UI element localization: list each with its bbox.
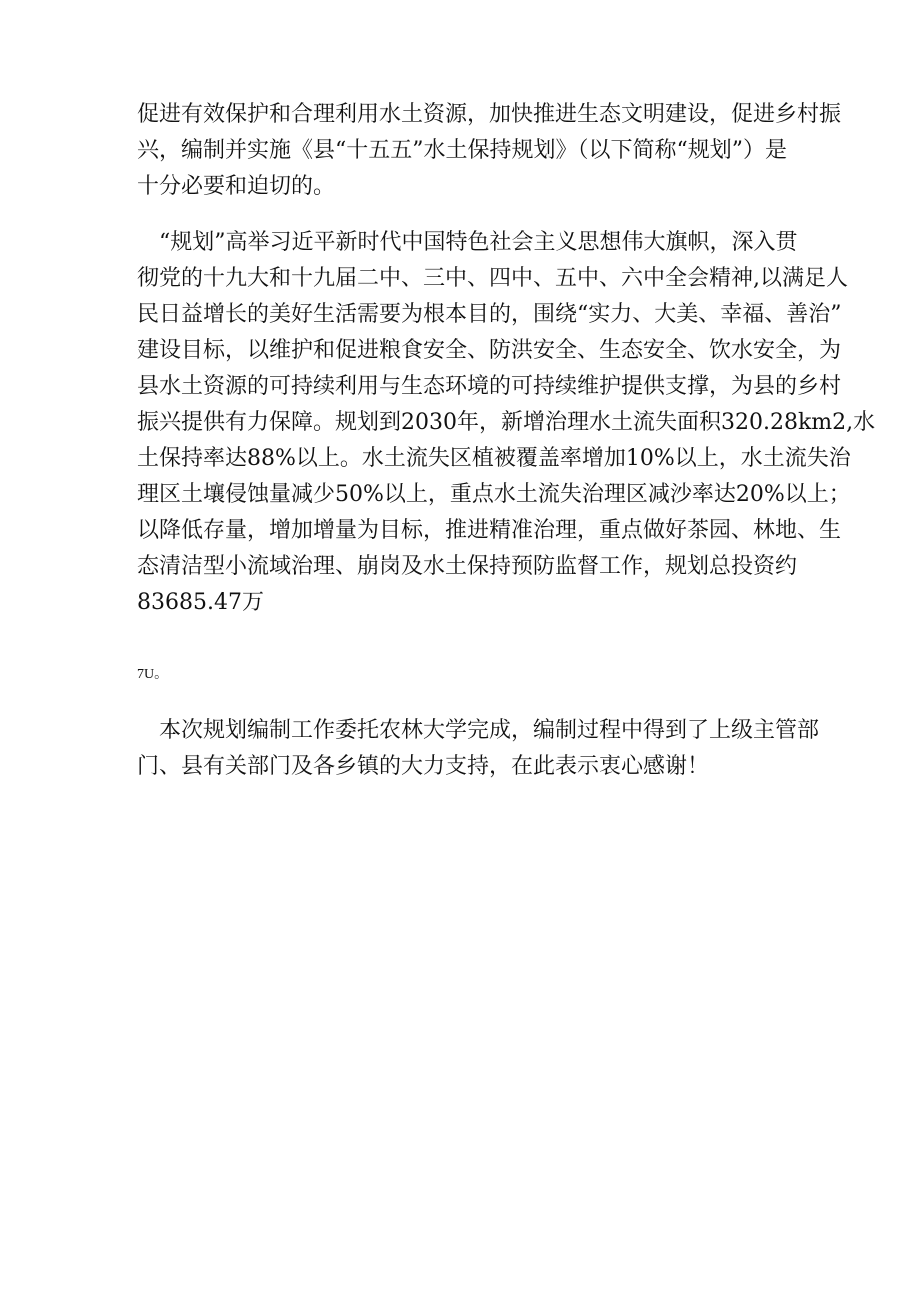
text-line: 民日益增长的美好生活需要为根本目的，围绕“实力、大美、幸福、善治” (137, 302, 842, 327)
text-line: 彻党的十九大和十九届二中、三中、四中、五中、六中全会精神,以满足人 (137, 266, 848, 291)
paragraph-1 (137, 97, 842, 205)
text-line: 县水土资源的可持续利用与生态环境的可持续维护提供支撑，为县的乡村 (137, 374, 842, 399)
text-line: 以降低存量，增加增量为目标，推进精准治理，重点做好茶园、林地、生 (137, 518, 842, 543)
text-line: 兴，编制并实施《县“十五五”水土保持规划》（以下简称“规划”）是 (137, 138, 787, 163)
text-line: 门、县有关部门及各乡镇的大力支持，在此表示衷心感谢！ (137, 754, 710, 779)
text-line: 理区土壤侵蚀量减少50%以上，重点水土流失治理区减沙率达20%以上； (137, 482, 851, 507)
paragraph-3 (137, 713, 820, 785)
text-line: 土保持率达88%以上。水土流失区植被覆盖率增加10%以上，水土流失治 (137, 446, 851, 471)
paragraph-2 (137, 225, 876, 621)
text-line: 本次规划编制工作委托农林大学完成，编制过程中得到了上级主管部 (137, 718, 820, 743)
text-line: 振兴提供有力保障。规划到2030年，新增治理水土流失面积320.28km2,水 (137, 410, 876, 435)
text-line: 十分必要和迫切的。 (137, 174, 336, 199)
text-line: 83685.47万 (137, 590, 264, 615)
text-line: “规划”高举习近平新时代中国特色社会主义思想伟大旗帜，深入贯 (137, 230, 798, 255)
text-line: 建设目标，以维护和促进粮食安全、防洪安全、生态安全、饮水安全，为 (137, 338, 842, 363)
text-line: 态清洁型小流域治理、崩岗及水土保持预防监督工作，规划总投资约 (137, 554, 798, 579)
small-text-line: 7U。 (137, 667, 169, 682)
text-line: 促进有效保护和合理利用水土资源，加快推进生态文明建设，促进乡村振 (137, 102, 842, 127)
